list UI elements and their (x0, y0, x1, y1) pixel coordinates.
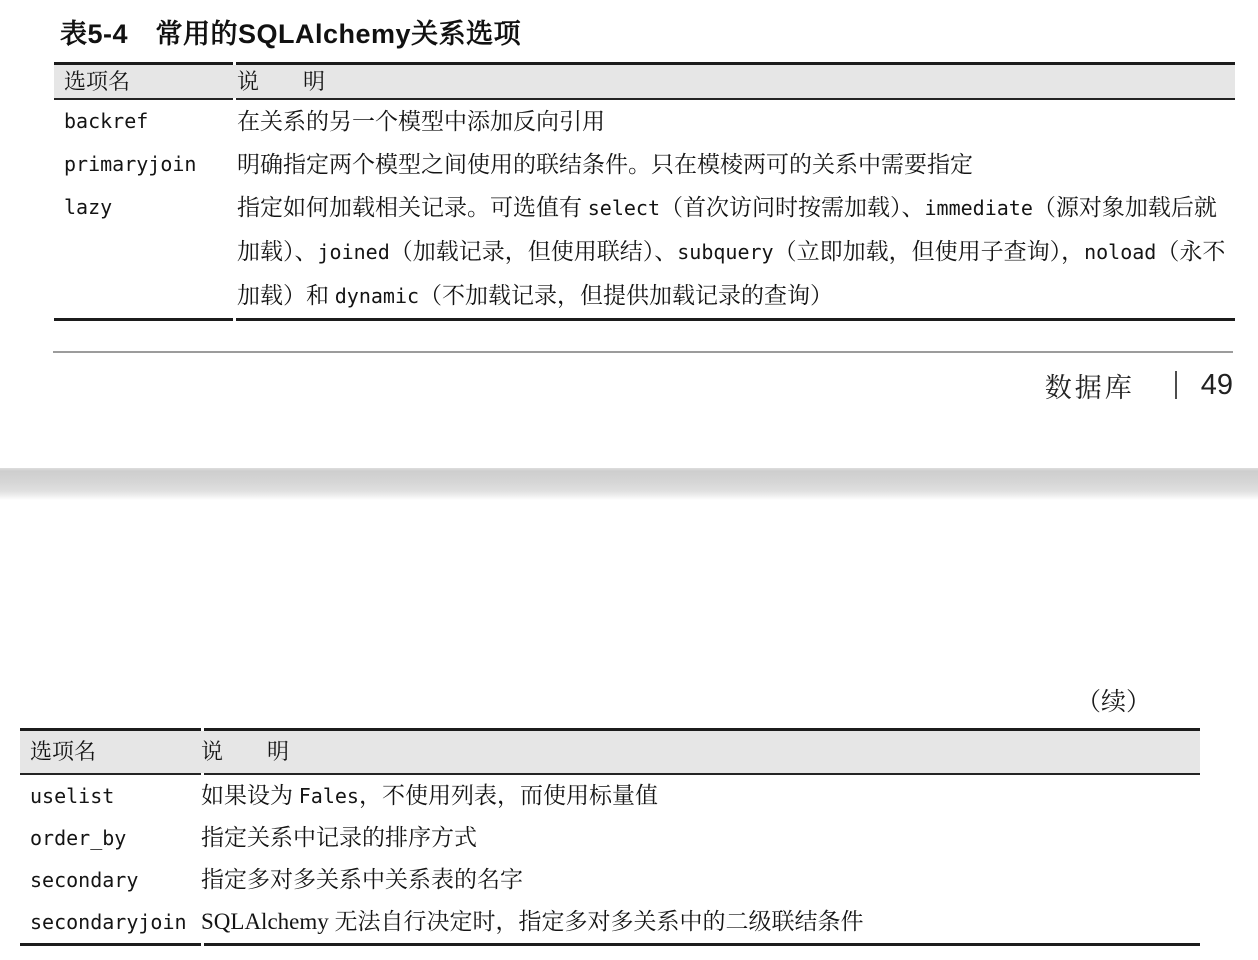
column-header-option: 选项名 (30, 739, 97, 764)
table-row (20, 859, 1200, 901)
page-footer (1045, 368, 1233, 402)
description-text: （立即加载，但使用子查询）， (773, 239, 1085, 264)
option-name-cell: primaryjoin (64, 152, 197, 176)
border-notch (233, 318, 236, 321)
option-name-cell: uselist (30, 784, 115, 808)
header-bottom-border (20, 773, 1200, 775)
option-name-cell: secondary (30, 868, 139, 892)
table-caption: 表5-4 常用的SQLAlchemy关系选项 (60, 19, 522, 49)
table-body (20, 775, 1200, 943)
description-text: SQLAlchemy 无法自行决定时，指定多对多关系中的二级联结条件 (201, 909, 864, 934)
table-row (20, 817, 1200, 859)
description-text: （首次访问时按需加载）、 (660, 195, 925, 220)
inline-code: select (587, 196, 660, 220)
option-name-cell: secondaryjoin (30, 910, 187, 934)
option-description-cell (237, 186, 1235, 318)
option-description-cell (201, 817, 1200, 859)
column-header-description: 说 明 (237, 69, 326, 94)
option-name-cell: backref (64, 109, 149, 133)
inline-code: subquery (677, 240, 774, 264)
footer-section-title: 数据库 (1044, 372, 1135, 403)
table-bottom-border (54, 318, 1235, 321)
footer-separator (1175, 371, 1177, 399)
table-row (54, 100, 1235, 143)
option-description-cell (201, 901, 1200, 943)
description-text: 如果设为 (201, 783, 299, 808)
sqlalchemy-options-table (54, 62, 1235, 321)
description-text: （不加载记录，但提供加载记录的查询） (419, 283, 834, 308)
border-notch (201, 943, 204, 946)
description-text: （加载记录，但使用联结）、 (389, 239, 678, 264)
table-row (54, 186, 1235, 318)
description-text: 在关系的另一个模型中添加反向引用 (237, 109, 605, 134)
page-gap-bar (0, 468, 1258, 500)
table-header-row (20, 731, 1200, 773)
description-text: 明确指定两个模型之间使用的联结条件。只在模棱两可的关系中需要指定 (237, 152, 973, 177)
inline-code: Fales (298, 784, 359, 808)
footer-page-number: 49 (1200, 368, 1233, 401)
column-header-description: 说 明 (201, 739, 290, 764)
header-bottom-border (54, 98, 1235, 100)
description-text: 指定如何加载相关记录。可选值有 (237, 195, 588, 220)
table-bottom-border (20, 943, 1200, 946)
sqlalchemy-options-table-continued (20, 728, 1200, 946)
table-top-border (54, 62, 1235, 65)
border-notch (201, 728, 204, 731)
description-text: （永不加载）和 (237, 239, 1226, 308)
table-row (20, 775, 1200, 817)
footer-rule (53, 351, 1233, 353)
inline-code: immediate (924, 196, 1033, 220)
description-text: 指定关系中记录的排序方式 (201, 825, 477, 850)
border-notch (233, 62, 236, 65)
option-name-cell: order_by (30, 826, 127, 850)
option-description-cell (201, 775, 1200, 817)
inline-code: dynamic (334, 284, 420, 308)
inline-code: joined (317, 240, 390, 264)
description-text: （源对象加载后就加载）、 (237, 195, 1217, 264)
table-continued-label: （续） (1076, 689, 1152, 716)
column-header-option: 选项名 (64, 69, 131, 94)
table-top-border (20, 728, 1200, 731)
option-description-cell (237, 143, 1235, 186)
table-header-row (54, 65, 1235, 98)
description-text: 指定多对多关系中关系表的名字 (201, 867, 523, 892)
table-body (54, 100, 1235, 318)
description-text: ，不使用列表，而使用标量值 (358, 783, 658, 808)
option-name-cell: lazy (64, 195, 113, 219)
border-notch (233, 98, 236, 100)
option-description-cell (237, 100, 1235, 143)
table-row (20, 901, 1200, 943)
inline-code: noload (1084, 240, 1157, 264)
border-notch (201, 773, 204, 775)
table-row (54, 143, 1235, 186)
option-description-cell (201, 859, 1200, 901)
